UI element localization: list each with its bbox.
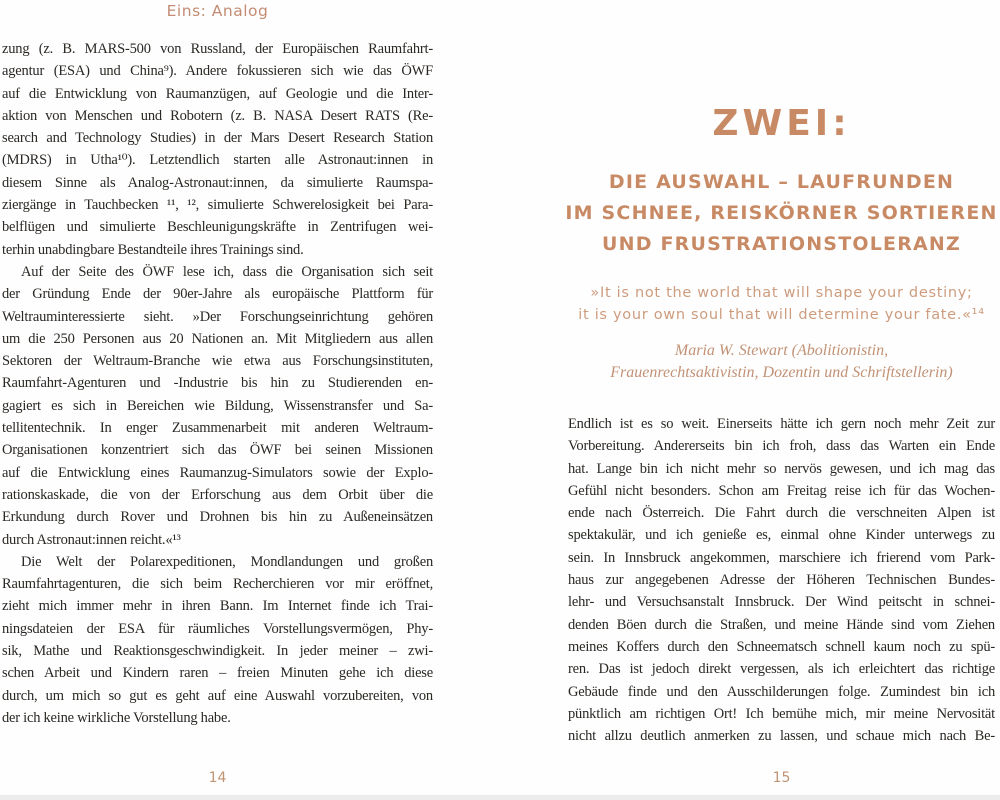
text-line: um die 250 Personen aus 20 Nationen an. Mit Mitgliedern aus allen xyxy=(2,330,433,347)
text-line: ziergänge in Tauchbecken ¹¹, ¹², simulierte Schwerelosigkeit bei Para- xyxy=(2,197,433,214)
text-line: durch, um mich so gut es geht auf eine Auswahl vorzubereiten, von xyxy=(2,687,433,704)
text-line: (MDRS) in Utha¹⁰). Letztendlich starten alle Astronaut:innen in xyxy=(2,152,433,169)
scan-bottom-edge xyxy=(0,795,1000,800)
text-line: Gebäude finde und den Ausschilderungen folge. Zumindest bin ich xyxy=(568,683,995,700)
text-line: gagiert es sich in Bereichen wie Bildung, Wissenstransfer und Sa- xyxy=(2,397,433,414)
text-line: Sektoren der Weltraum-Branche wie etwa aus Forschungsinstituten, xyxy=(2,353,433,370)
text-line: Organisationen konzentriert sich das ÖWF bei seinen Missionen xyxy=(2,442,433,459)
text-line: meines Koffers durch den Schneematsch schnell kaum noch zu spü- xyxy=(568,638,995,655)
text-line: agentur (ESA) und China⁹). Andere fokussieren sich wie das ÖWF xyxy=(2,63,433,80)
epigraph-quote-line: it is your own soul that will determine your fate.«¹⁴ xyxy=(578,307,985,323)
running-head: Eins: Analog xyxy=(166,2,269,20)
text-line: ende nach Österreich. Die Fahrt durch die verschneiten Alpen ist xyxy=(568,505,995,522)
text-line: diesem Sinne als Analog-Astronaut:innen, da simulierte Raumspa- xyxy=(2,174,433,191)
text-line: der ich keine wirkliche Vorstellung habe. xyxy=(2,709,231,726)
epigraph-quote-line: »It is not the world that will shape your destiny; xyxy=(590,285,973,301)
text-line: rationskaskade, die von der Erforschung aus dem Orbit über die xyxy=(2,486,433,503)
text-line: pünktlich am richtigen Ort! Ich bemühe mich, mir meine Nervosität xyxy=(568,705,995,722)
chapter-title-line: DIE AUSWAHL – LAUFRUNDEN xyxy=(608,171,955,193)
epigraph-attribution-line: Maria W. Stewart (Abolitionistin, xyxy=(674,342,889,359)
text-line: auf die Entwicklung von Raumanzügen, auf Geologie und die Inter- xyxy=(2,85,433,102)
text-line: Endlich ist es so weit. Einerseits hätte ich gern noch mehr Zeit zur xyxy=(568,416,995,432)
left-body-text xyxy=(2,38,433,729)
chapter-title-line: UND FRUSTRATIONSTOLERANZ xyxy=(601,233,962,255)
text-line: Raumfahrt-Agenturen und -Industrie bis hin zu Studierenden en- xyxy=(2,375,433,392)
text-line: Raumfahrtagenturen, die sich beim Recherchieren vor mir eröffnet, xyxy=(2,576,433,593)
page-left xyxy=(2,0,433,800)
text-line: Auf der Seite des ÖWF lese ich, dass die Organisation sich seit xyxy=(21,263,433,280)
chapter-number-heading: ZWEI: xyxy=(712,103,851,144)
text-line: Weltrauminteressierte sieht. »Der Forschungseinrichtung gehören xyxy=(2,308,433,325)
text-line: spektakulär, und ich genieße es, einmal ohne Kinder unterwegs zu xyxy=(568,527,995,544)
text-line: sik, Mathe und Reaktionsgeschwindigkeit. In jeder meiner – zwi- xyxy=(2,643,433,660)
text-line: Erkundung durch Rover und Drohnen bis hin zu Außeneinsätzen xyxy=(2,509,433,526)
text-line: denden Böen durch die Straßen, und meine Hände sind vom Ziehen xyxy=(568,616,995,633)
text-line: aktion von Menschen und Robotern (z. B. NASA Desert RATS (Re- xyxy=(2,107,433,124)
page-right xyxy=(565,0,998,800)
text-line: tellitentechnik. In enger Zusammenarbeit mit anderen Weltraum- xyxy=(2,420,433,437)
text-line: terhin unabdingbare Bestandteile ihres Trainings sind. xyxy=(2,241,304,258)
epigraph-attribution-line: Frauenrechtsaktivistin, Dozentin und Schriftstellerin) xyxy=(610,363,953,381)
right-body-text xyxy=(568,413,995,747)
text-line: der Gründung Ende der 90er-Jahre als europäische Plattform für xyxy=(2,286,433,303)
text-line: sein. In Innsbruck angekommen, marschiere ich frierend vom Park- xyxy=(568,549,995,566)
page-number-left: 14 xyxy=(208,770,227,786)
text-line: belflügen und simulierte Beschleunigungskräfte in Zentrifugen wei- xyxy=(2,219,433,236)
text-line: lehr- und Versuchsanstalt Innsbruck. Der Wind peitscht in schnei- xyxy=(568,594,995,611)
text-line: search and Technology Studies) in der Mars Desert Research Station xyxy=(2,130,433,147)
text-line: auf die Entwicklung eines Raumanzug-Simulators sowie der Explo- xyxy=(2,464,433,481)
text-line: zung (z. B. MARS-500 von Russland, der Europäischen Raumfahrt- xyxy=(2,41,433,57)
chapter-title xyxy=(533,167,1000,260)
text-line: nicht allzu deutlich anmerken zu lassen, und schaue mich nach Be- xyxy=(568,728,995,745)
text-line: schen Arbeit und Kindern raren – freien Minuten gehe ich diese xyxy=(2,665,433,682)
text-line: Gefühl nicht besonders. Schon am Freitag reise ich für das Wochen- xyxy=(568,482,995,499)
page-number-right: 15 xyxy=(772,770,791,786)
text-line: zieht mich immer mehr in ihren Bann. Im Internet finde ich Trai- xyxy=(2,598,433,615)
text-line: ningsdateien der ESA für räumliches Vorstellungsvermögen, Phy- xyxy=(2,620,433,637)
epigraph-attribution xyxy=(568,340,995,383)
text-line: Die Welt der Polarexpeditionen, Mondlandungen und großen xyxy=(21,553,433,570)
text-line: haus zur angegebenen Adresse der Höheren Technischen Bundes- xyxy=(568,572,995,589)
text-line: durch Astronaut:innen reicht.«¹³ xyxy=(2,531,181,548)
text-line: hat. Lange bin ich nicht mehr so nervös gewesen, und ich mag das xyxy=(568,460,995,477)
chapter-title-line: IM SCHNEE, REISKÖRNER SORTIEREN xyxy=(565,202,998,224)
epigraph-quote xyxy=(548,282,1000,326)
text-line: Vorbereitung. Andererseits bin ich froh, dass das Warten ein Ende xyxy=(568,438,995,455)
text-line: ren. Das ist jedoch direkt vergessen, als ich erleichtert das richtige xyxy=(568,661,995,678)
